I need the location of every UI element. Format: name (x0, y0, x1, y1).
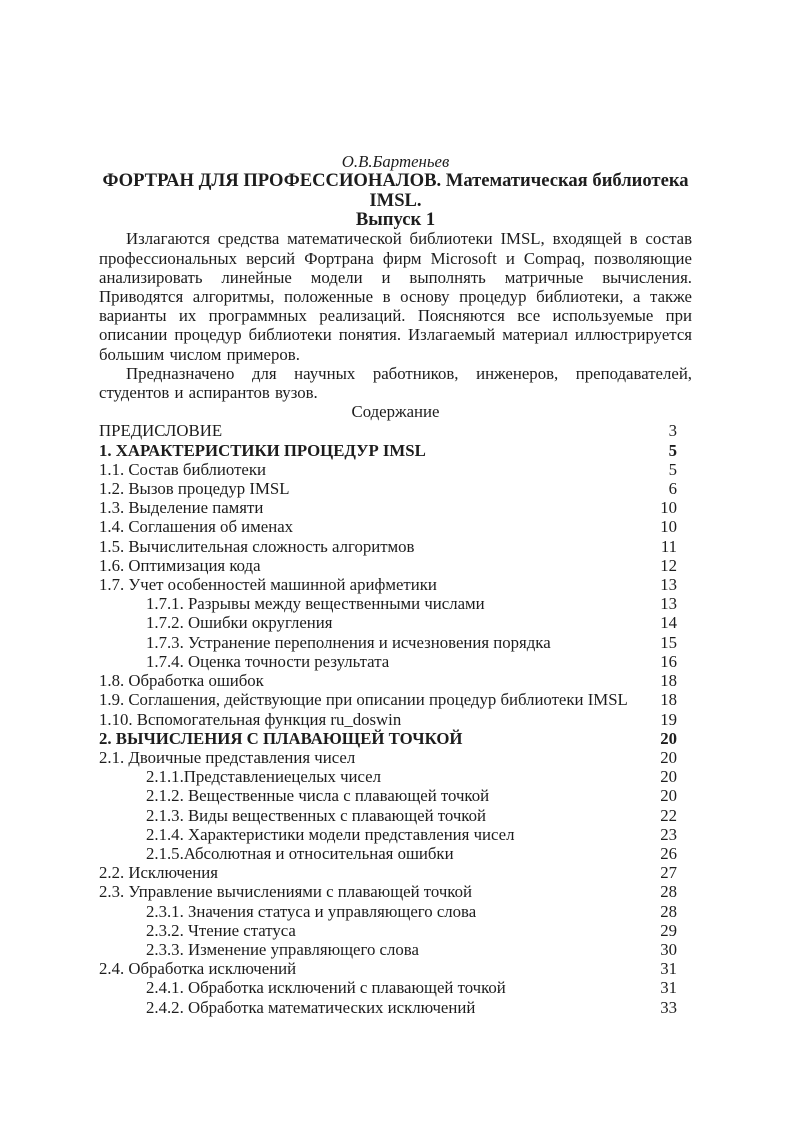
toc-entry-page: 22 (660, 805, 677, 825)
toc-entry (99, 902, 692, 921)
toc-entry-label: 2.1.2. Вещественные числа с плавающей точкой (146, 786, 490, 806)
toc-entry-label: 2.1.1.Представлениецелых чисел (146, 767, 381, 787)
toc-entry-label: 2.1.5.Абсолютная и относительная ошибки (146, 843, 454, 863)
toc-entry-label: 1.7.2. Ошибки округления (146, 613, 333, 633)
toc-entry (99, 998, 692, 1017)
toc-entry-page: 19 (660, 709, 677, 729)
toc-entry-label: 1.7. Учет особенностей машинной арифметики (99, 575, 437, 595)
toc-entry-label: 2.3.3. Изменение управляющего слова (146, 939, 419, 959)
toc-entry (99, 978, 692, 997)
toc-entry-label: 2.3.1. Значения статуса и управляющего слова (146, 901, 477, 921)
toc-entry-page: 13 (660, 594, 677, 614)
toc-entry-label: 1.3. Выделение памяти (99, 498, 264, 518)
toc-entry-page: 18 (660, 690, 677, 710)
toc-entry-page: 18 (660, 671, 677, 691)
toc-entry-page: 5 (668, 440, 677, 460)
toc-entry-page: 12 (660, 555, 677, 575)
toc-entry-label: 1.2. Вызов процедур IMSL (99, 479, 290, 499)
toc-entry (99, 479, 692, 498)
toc-entry-page: 31 (660, 959, 677, 979)
toc-entry-page: 20 (660, 747, 677, 767)
toc-entry-page: 27 (660, 863, 677, 883)
toc-entry-page: 20 (660, 767, 677, 787)
toc-entry-page: 28 (660, 882, 677, 902)
toc-entry (99, 594, 692, 613)
toc-entry (99, 498, 692, 517)
toc-entry-page: 10 (660, 517, 677, 537)
toc-entry (99, 671, 692, 690)
toc-entry (99, 825, 692, 844)
toc-entry-label: 2.4. Обработка исключений (99, 959, 297, 979)
toc-entry (99, 613, 692, 632)
toc-entry-label: 2.4.1. Обработка исключений с плавающей точкой (146, 978, 506, 998)
toc-entry (99, 748, 692, 767)
toc-entry-label: 1.7.4. Оценка точности результата (146, 651, 390, 671)
toc-entry-page: 31 (660, 978, 677, 998)
toc-entry-label: 2.1. Двоичные представления чисел (99, 747, 356, 767)
toc-entry-label: 2.3.2. Чтение статуса (146, 920, 296, 940)
page-content (99, 152, 692, 1017)
toc-entry (99, 844, 692, 863)
book-title: ФОРТРАН ДЛЯ ПРОФЕССИОНАЛОВ. Математическая библиотека IMSL. (102, 170, 689, 211)
toc-entry (99, 882, 692, 901)
toc-entry-label: 1.7.1. Разрывы между вещественными числами (146, 594, 485, 614)
toc-entry-page: 20 (660, 728, 677, 748)
toc-entry-label: 1.9. Соглашения, действующие при описании процедур библиотеки IMSL (99, 690, 628, 710)
toc-entry-label: 1.1. Состав библиотеки (99, 459, 267, 479)
toc-entry-label: 1. ХАРАКТЕРИСТИКИ ПРОЦЕДУР IMSL (99, 440, 426, 460)
author-name: О.В.Бартеньев (341, 152, 450, 171)
toc-entry-page: 15 (660, 632, 677, 652)
toc-entry-page: 10 (660, 498, 677, 518)
toc-entry (99, 863, 692, 882)
toc-entry-page: 11 (660, 536, 677, 556)
toc-entry-page: 13 (660, 575, 677, 595)
toc-entry (99, 460, 692, 479)
toc-entry-label: 2. ВЫЧИСЛЕНИЯ С ПЛАВАЮЩЕЙ ТОЧКОЙ (99, 728, 463, 748)
toc-entry-label: 2.3. Управление вычислениями с плавающей точкой (99, 882, 472, 902)
toc-entry-page: 30 (660, 939, 677, 959)
toc-entry-page: 33 (660, 997, 677, 1017)
toc-entry-page: 6 (668, 479, 677, 499)
toc-entry-label: 1.10. Вспомогательная функция ru_doswin (99, 709, 402, 729)
toc-entry-label: 2.1.3. Виды вещественных с плавающей точкой (146, 805, 486, 825)
toc-entry (99, 806, 692, 825)
toc-entry-page: 23 (660, 824, 677, 844)
toc-entry (99, 652, 692, 671)
table-of-contents (99, 421, 692, 1016)
toc-entry-page: 14 (660, 613, 677, 633)
toc-entry (99, 786, 692, 805)
book-edition: Выпуск 1 (355, 209, 436, 231)
toc-entry (99, 633, 692, 652)
toc-entry (99, 517, 692, 536)
annotation-paragraph: Излагаются средства математической библиотеки IMSL, входящей в состав профессиональных версий Фортрана фирм Microsoft и Compaq, позволяющие анализировать линейные модели и выполнять матричные вычисления. Приводятся алгоритмы, положенные в основу процедур библиотеки, а также варианты их программных реализаций. Поясняются все используемые при описании процедур библиотеки понятия. Излагаемый материал иллюстрируется большим числом примеров. (99, 229, 692, 364)
toc-entry-label: 1.8. Обработка ошибок (99, 671, 264, 691)
toc-entry-page: 20 (660, 786, 677, 806)
toc-entry (99, 575, 692, 594)
toc-entry-label: ПРЕДИСЛОВИЕ (99, 421, 223, 441)
contents-heading: Содержание (351, 402, 440, 422)
toc-entry-page: 29 (660, 920, 677, 940)
toc-entry-label: 1.6. Оптимизация кода (99, 555, 261, 575)
toc-entry-label: 2.2. Исключения (99, 863, 218, 883)
audience-paragraph: Предназначено для научных работников, инженеров, преподавателей, студентов и аспирантов вузов. (99, 363, 692, 403)
toc-entry-label: 1.7.3. Устранение переполнения и исчезновения порядка (146, 632, 551, 652)
toc-entry (99, 729, 692, 748)
toc-entry-label: 1.5. Вычислительная сложность алгоритмов (99, 536, 415, 556)
toc-entry-label: 1.4. Соглашения об именах (99, 517, 294, 537)
toc-entry-label: 2.4.2. Обработка математических исключений (146, 997, 476, 1017)
toc-entry (99, 441, 692, 460)
toc-entry-page: 26 (660, 843, 677, 863)
toc-entry (99, 690, 692, 709)
toc-entry (99, 921, 692, 940)
toc-entry-label: 2.1.4. Характеристики модели представления чисел (146, 824, 515, 844)
toc-entry (99, 537, 692, 556)
toc-entry (99, 710, 692, 729)
toc-entry (99, 940, 692, 959)
toc-entry (99, 959, 692, 978)
toc-entry (99, 421, 692, 440)
toc-entry (99, 767, 692, 786)
toc-entry (99, 556, 692, 575)
toc-entry-page: 16 (660, 651, 677, 671)
toc-entry-page: 5 (668, 459, 677, 479)
toc-entry-page: 28 (660, 901, 677, 921)
toc-entry-page: 3 (668, 421, 677, 441)
